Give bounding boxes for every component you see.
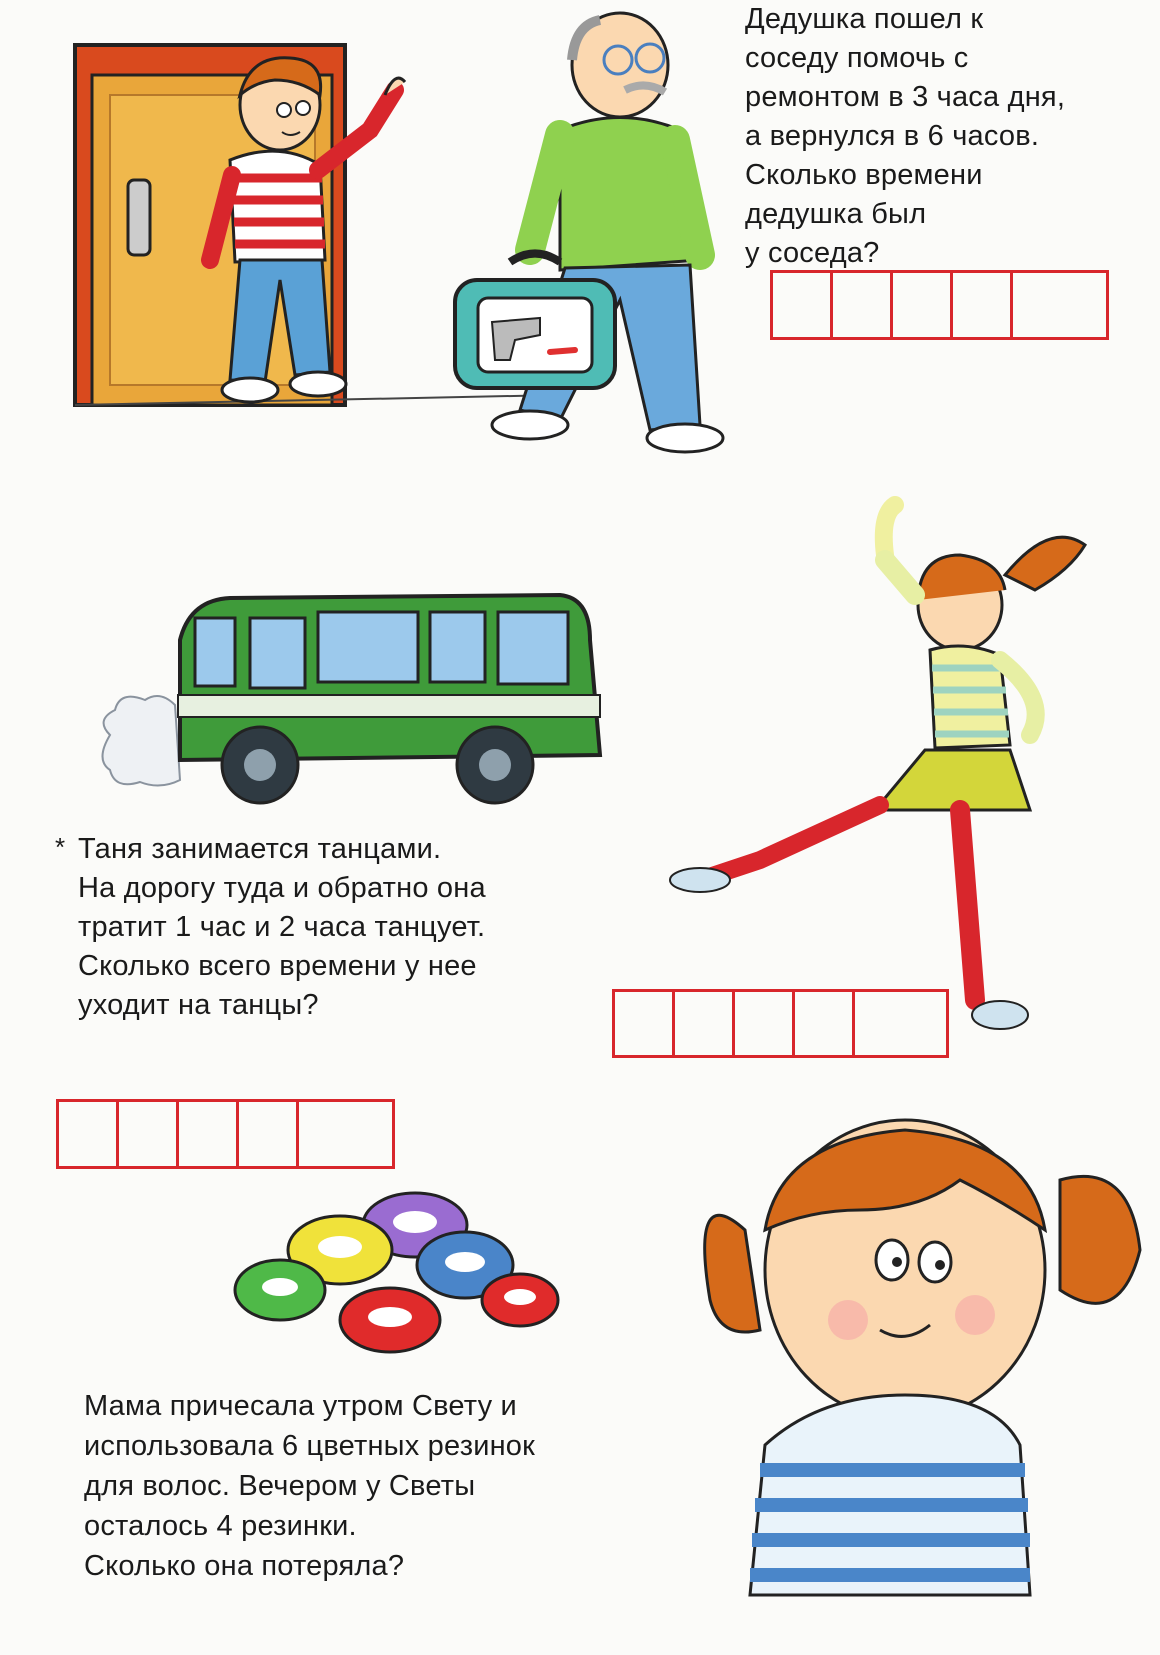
task-line: На дорогу туда и обратно она [78, 872, 486, 904]
answer-cell[interactable] [615, 992, 675, 1055]
difficulty-star: * [55, 832, 66, 862]
task-line: а вернулся в 6 часов. [745, 120, 1040, 152]
task-line: дедушка был [745, 198, 927, 230]
task-line: для волос. Вечером у Светы [84, 1470, 476, 1502]
task-dance-text [55, 830, 486, 1025]
task-line: осталось 4 резинки. [84, 1510, 357, 1542]
answer-cell[interactable] [833, 273, 893, 337]
answer-cell[interactable] [855, 992, 915, 1055]
task-line: уходит на танцы? [78, 989, 319, 1021]
answer-cell[interactable] [953, 273, 1013, 337]
answer-cell[interactable] [59, 1102, 119, 1166]
task-line: у соседа? [745, 237, 880, 269]
answer-cell[interactable] [119, 1102, 179, 1166]
colored-hair-ties-icon [235, 1193, 558, 1352]
task-line: Таня занимается танцами. [78, 833, 442, 865]
task-line: Сколько времени [745, 159, 983, 191]
answer-cell[interactable] [1013, 273, 1073, 337]
task-hair-ties-text [84, 1386, 535, 1586]
answer-cell[interactable] [675, 992, 735, 1055]
task-line: использовала 6 цветных резинок [84, 1430, 536, 1462]
answer-cell[interactable] [239, 1102, 299, 1166]
answer-cell[interactable] [179, 1102, 239, 1166]
grandpa-with-toolbox-icon [455, 13, 723, 452]
girl-portrait-icon [705, 1120, 1140, 1595]
task-line: тратит 1 час и 2 часа танцует. [78, 911, 486, 943]
answer-cell[interactable] [735, 992, 795, 1055]
answer-cell[interactable] [773, 273, 833, 337]
answer-cell[interactable] [299, 1102, 359, 1166]
task-line: Сколько всего времени у нее [78, 950, 477, 982]
task-line: соседу помочь с [745, 42, 969, 74]
answer-box-hair-ties[interactable] [56, 1099, 395, 1169]
answer-cell[interactable] [795, 992, 855, 1055]
answer-cell[interactable] [893, 273, 953, 337]
green-bus-icon [103, 595, 601, 803]
task-line: Мама причесала утром Свету и [84, 1390, 517, 1422]
task-line: Сколько она потеряла? [84, 1550, 405, 1582]
task-grandpa-text [745, 0, 1065, 273]
task-line: Дедушка пошел к [745, 3, 984, 35]
task-line: ремонтом в 3 часа дня, [745, 81, 1066, 113]
answer-box-dance[interactable] [612, 989, 949, 1058]
answer-box-grandpa[interactable] [770, 270, 1109, 340]
dancing-girl-icon [670, 505, 1085, 1029]
